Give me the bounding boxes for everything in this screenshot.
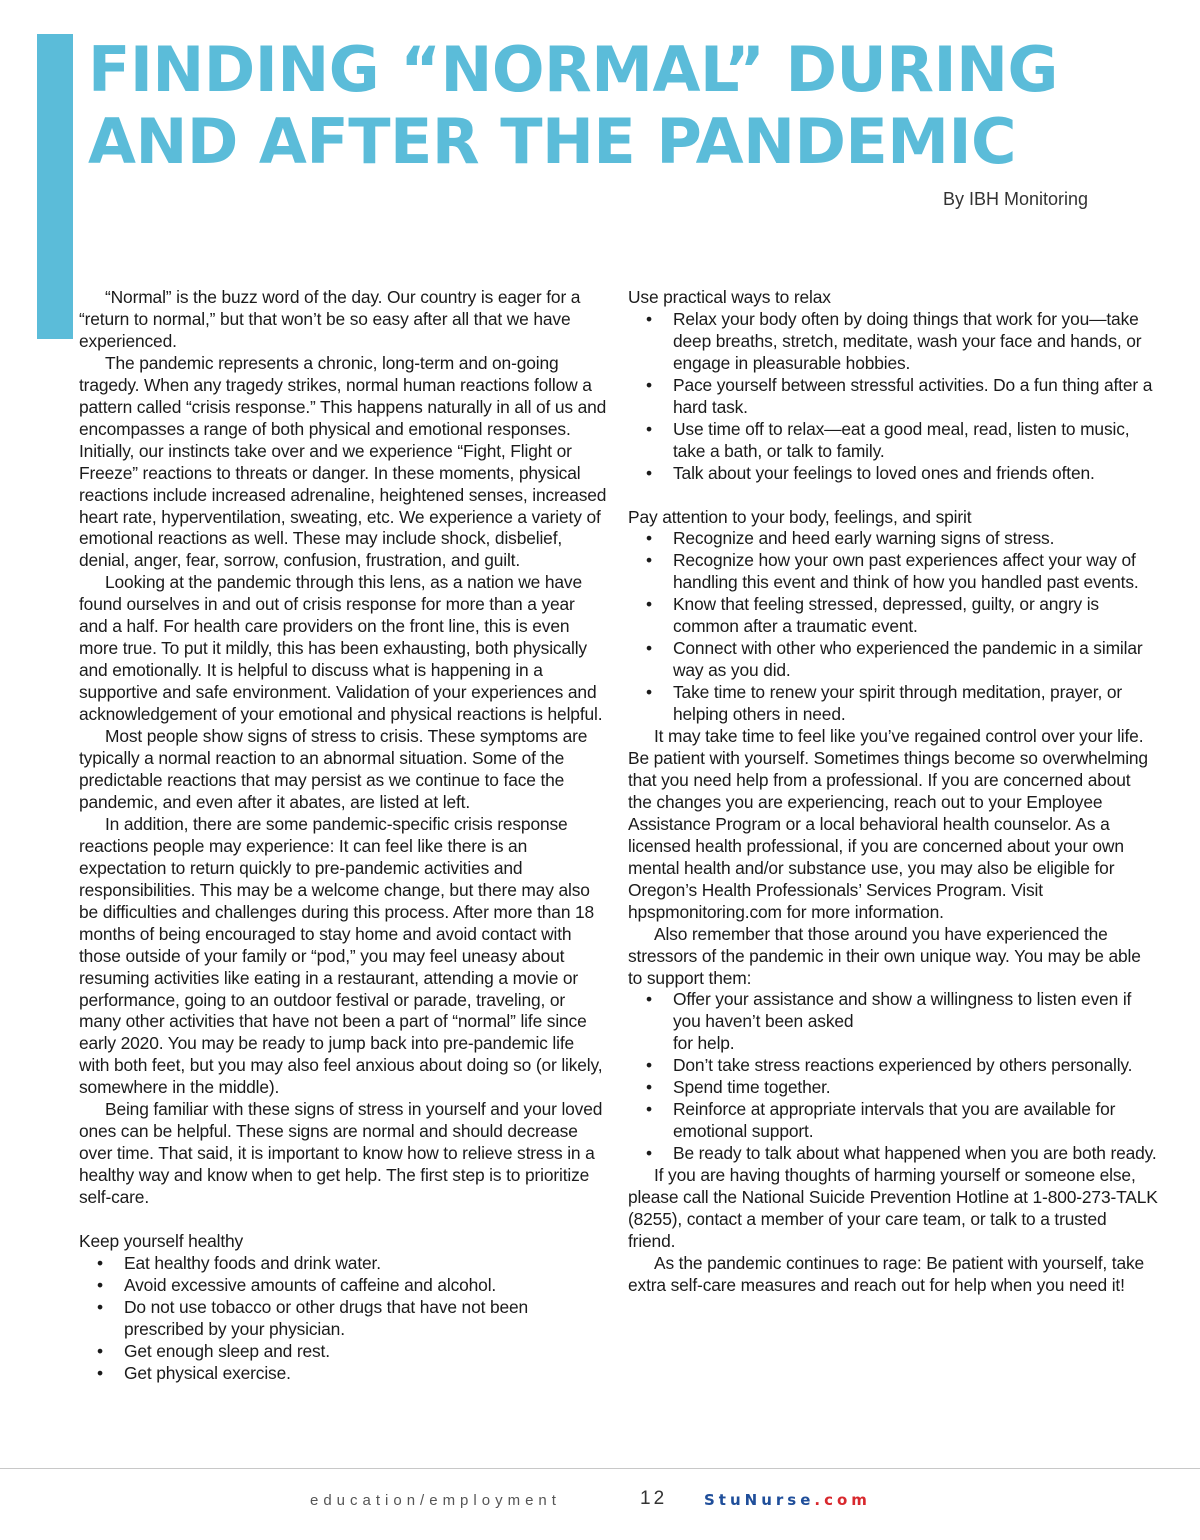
- left-column: [79, 287, 607, 1385]
- right-column: [628, 287, 1158, 1297]
- section-heading-attention: Pay attention to your body, feelings, and spirit: [628, 506, 972, 527]
- list-item-text: Offer your assistance and show a willingness to listen even if you haven’t been asked: [673, 989, 1132, 1032]
- paragraph: In addition, there are some pandemic-specific crisis response reactions people may experience: It can feel like there is an expectation to return quickly to pre-pandemic activities and responsibilities. This may be a welcome change, but there may also be difficulties and challenges during this process. After more than 18 months of being encouraged to stay home and avoid contact with those outside of your family or “pod,” you may feel uneasy about resuming activities like eating in a restaurant, attending a movie or performance, going to an outdoor festival or parade, traveling, or many other activities that have not been a part of “normal” life since early 2020. You may be ready to jump back into pre-pandemic life with both feet, but you may also feel anxious about doing so (or likely, somewhere in the middle).: [79, 813, 603, 1098]
- page-footer: [0, 1490, 1200, 1514]
- footer-section-label: education/employment: [310, 1492, 561, 1509]
- list-item: • Relax your body often by doing things that work for you—take deep breaths, stretch, meditate, wash your face and hands, or engage in pleasurable hobbies.: [628, 309, 1158, 375]
- paragraph: Most people show signs of stress to crisis. These symptoms are typically a normal reaction to an abnormal situation. Some of the predictable reactions that may persist as we continue to face the pandemic, and even after it abates, are listed at left.: [79, 726, 588, 812]
- title-line-2: AND AFTER THE PANDEMIC: [88, 105, 1017, 178]
- page-number: 12: [640, 1488, 668, 1509]
- brand-logo: [704, 1491, 871, 1509]
- healthy-list: [79, 1253, 607, 1385]
- paragraph: Looking at the pandemic through this lens, as a nation we have found ourselves in and out of crisis response for more than a year and a half. For health care providers on the front line, this is even more true. To put it mildly, this has been exhausting, both physically and emotionally. It is helpful to discuss what is happening in a supportive and safe environment. Validation of your experiences and acknowledgement of your emotional and physical reactions is helpful.: [79, 572, 603, 725]
- list-item-continuation: for help.: [673, 1033, 735, 1054]
- list-item: • Avoid excessive amounts of caffeine and alcohol.: [79, 1275, 607, 1297]
- list-item: • Pace yourself between stressful activities. Do a fun thing after a hard task.: [628, 375, 1158, 419]
- section-heading-relax: Use practical ways to relax: [628, 287, 831, 307]
- support-list: [628, 989, 1158, 1165]
- paragraph: As the pandemic continues to rage: Be patient with yourself, take extra self-care measures and reach out for help when you need it!: [628, 1252, 1145, 1295]
- list-item: • Get physical exercise.: [79, 1363, 607, 1385]
- list-item: [628, 989, 1158, 1055]
- list-item: • Recognize how your own past experiences affect your way of handling this event and think of how you handled past events.: [628, 550, 1158, 594]
- title-accent-bar: [37, 34, 73, 339]
- list-item: • Recognize and heed early warning signs of stress.: [628, 528, 1158, 550]
- list-item: • Know that feeling stressed, depressed, guilty, or angry is common after a traumatic event.: [628, 594, 1158, 638]
- list-item: • Spend time together.: [628, 1077, 1158, 1099]
- paragraph: Also remember that those around you have experienced the stressors of the pandemic in their own unique way. You may be able to support them:: [628, 923, 1141, 988]
- paragraph: If you are having thoughts of harming yourself or someone else, please call the National Suicide Prevention Hotline at 1-800-273-TALK (8255), contact a member of your care team, or talk to a trusted friend.: [628, 1165, 1158, 1251]
- relax-list: [628, 309, 1158, 485]
- list-item: • Be ready to talk about what happened when you are both ready.: [628, 1143, 1158, 1165]
- list-item: • Eat healthy foods and drink water.: [79, 1253, 607, 1275]
- brand-suffix: .com: [814, 1491, 871, 1509]
- paragraph: Being familiar with these signs of stress in yourself and your loved ones can be helpful. These signs are normal and should decrease over time. That said, it is important to know how to relieve stress in a healthy way and know when to get help. The first step is to prioritize self-care.: [79, 1099, 603, 1208]
- list-item: • Take time to renew your spirit through meditation, prayer, or helping others in need.: [628, 682, 1158, 726]
- list-item: • Do not use tobacco or other drugs that have not been prescribed by your physician.: [79, 1297, 607, 1341]
- brand-name: StuNurse: [704, 1491, 815, 1509]
- list-item: • Reinforce at appropriate intervals that you are available for emotional support.: [628, 1099, 1158, 1143]
- list-item: • Get enough sleep and rest.: [79, 1341, 607, 1363]
- list-item: • Connect with other who experienced the pandemic in a similar way as you did.: [628, 638, 1158, 682]
- byline: By IBH Monitoring: [942, 189, 1088, 209]
- paragraph: “Normal” is the buzz word of the day. Our country is eager for a “return to normal,” but that won’t be so easy after all that we have experienced.: [79, 287, 581, 351]
- article-title: [88, 34, 1148, 178]
- paragraph: It may take time to feel like you’ve regained control over your life. Be patient with yourself. Sometimes things become so overwhelming that you need help from a professional. If you are concerned about the changes you are experiencing, reach out to your Employee Assistance Program or a local behavioral health counselor. As a licensed health professional, if you are concerned about your own mental health and/or substance use, you may also be eligible for Oregon’s Health Professionals’ Services Program. Visit hpspmonitoring.com for more information.: [628, 726, 1148, 922]
- list-item: • Talk about your feelings to loved ones and friends often.: [628, 463, 1158, 485]
- section-heading-healthy: Keep yourself healthy: [79, 1230, 244, 1251]
- list-item: • Use time off to relax—eat a good meal, read, listen to music, take a bath, or talk to family.: [628, 419, 1158, 463]
- title-line-1: FINDING “NORMAL” DURING: [88, 33, 1058, 106]
- paragraph: The pandemic represents a chronic, long-term and on-going tragedy. When any tragedy strikes, normal human reactions follow a pattern called “crisis response.” This happens naturally in all of us and encompasses a range of both physical and emotional responses. Initially, our instincts take over and we experience “Fight, Flight or Freeze” reactions to threats or danger. In these moments, physical reactions include increased adrenaline, heightened senses, increased heart rate, hyperventilation, sweating, etc. We experience a variety of emotional reactions as well. These may include shock, disbelief, denial, anger, fear, sorrow, confusion, frustration, and guilt.: [79, 352, 607, 571]
- footer-divider: [0, 1468, 1200, 1469]
- list-item: • Don’t take stress reactions experienced by others personally.: [628, 1055, 1158, 1077]
- attention-list: [628, 528, 1158, 726]
